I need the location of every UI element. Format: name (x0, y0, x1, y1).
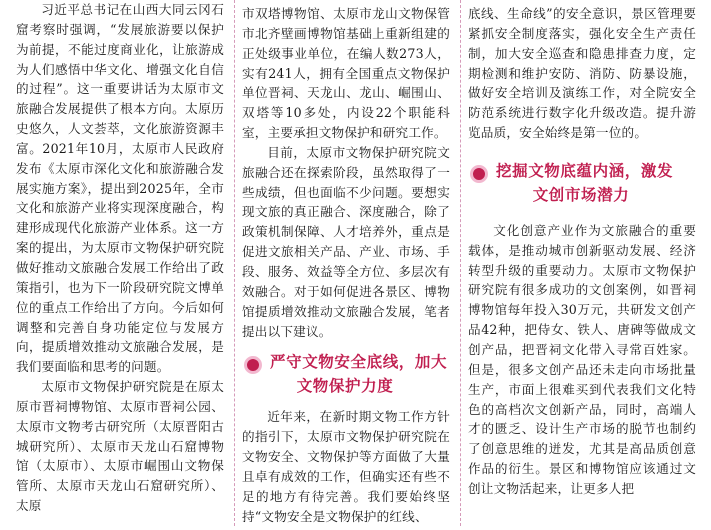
article-column-3 (468, 4, 696, 530)
section-heading-line: 文物保护力度 (296, 377, 394, 396)
article-column-1 (16, 0, 224, 526)
section-heading-line: 严守文物安全底线，加大 (270, 353, 448, 372)
section-heading-line: 挖掘文物底蕴内涵，激发 (496, 161, 674, 180)
circle-bullet-icon (470, 165, 488, 183)
section-heading-line: 文创市场潜力 (532, 185, 630, 204)
section-heading (242, 350, 450, 398)
paragraph: 太原市文物保护研究院是在原太原市晋祠博物馆、太原市晋祠公园、太原市文物考古研究所（太原晋阳古城研究所）、太原市天龙山石窟博物馆（太原市）、太原市崛围山文物保管所、太原市天龙山石窟研究所）、太原 (16, 379, 224, 514)
paragraph: 目前，太原市文物保护研究院文旅融合还在探索阶段，虽然取得了一些成绩，但也面临不少问题。要想实现文旅的真正融合、深度融合，除了政策机制保障、人才培养外，重点是促进文旅相关产品、产业、市场、手段、服务、效益等全方位、多层次有效融合。对于如何促进各景区、博物馆提质增效推动文旅融合发展，笔者提出以下建议。 (242, 144, 450, 339)
paragraph: 习近平总书记在山西大同云冈石窟考察时强调，“发展旅游要以保护为前提，不能过度商业化，让旅游成为人们感悟中华文化、增强文化自信的过程”。这一重要讲话为太原市文旅融合发展提供了根本方向。太原历史悠久，人文荟萃，文化旅游资源丰富。2021年10月，太原市人民政府发布《太原市深化文化和旅游融合发展实施方案》，提出到2025年，全市文化和旅游产业将实现深度融合，构建形成现代化旅游产业体系。这一方案的提出，为太原市文物保护研究院做好推动文旅融合发展工作给出了政策指引，也为下一阶段研究院文博单位的重点工作给出了方向。今后如何调整和完善自身功能定位与发展方向，提质增效推动文旅融合发展，是我们要面临和思考的问题。 (16, 2, 224, 375)
paragraph-continued: 市双塔博物馆、太原市龙山文物保管市北齐壁画博物馆基础上重新组建的正处级事业单位，在编人数273人，实有241人，拥有全国重点文物保护单位晋祠、天龙山、龙山、崛围山、双塔等10多处，内设22个职能科室，主要承担文物保护和研究工作。 (242, 6, 450, 141)
section-heading (468, 159, 696, 207)
column-divider (234, 0, 235, 526)
article-column-2 (242, 4, 450, 530)
paragraph: 近年来，在新时期文物工作方针的指引下，太原市文物保护研究院在文物安全、文物保护等方面做了大量且卓有成效的工作，但确实还有些不足的地方有待完善。我们要始终坚持“文物安全是文物保护的红线、 (242, 409, 450, 524)
paragraph-continued: 底线、生命线”的安全意识，景区管理要紧抓安全制度落实，强化安全生产责任制，加大安全巡查和隐患排查力度，定期检测和维护安防、消防、防暴设施，做好安全培训及演练工作，对全院安全防范系统进行数字化升级改造。提升游览品质，安全始终是第一位的。 (468, 6, 696, 141)
column-divider (460, 0, 461, 526)
paragraph: 文化创意产业作为文旅融合的重要载体，是推动城市创新驱动发展、经济转型升级的重要动力。太原市文物保护研究院有很多成功的文创案例，如晋祠博物馆每年投入30万元，共研发文创产品42种，把侍女、铁人、唐碑等做成文创产品，把晋祠文化带入寻常百姓家。但是，很多文创产品还未走向市场批量生产，市面上很难买到代表我们文化特色的高档次文创新产品，同时，高端人才的匮乏、设计生产市场的脱节也制约了创意思维的迸发，尤其是高品质创意作品的衍生。景区和博物馆应该通过文创让文物活起来，让更多人把 (468, 222, 696, 496)
